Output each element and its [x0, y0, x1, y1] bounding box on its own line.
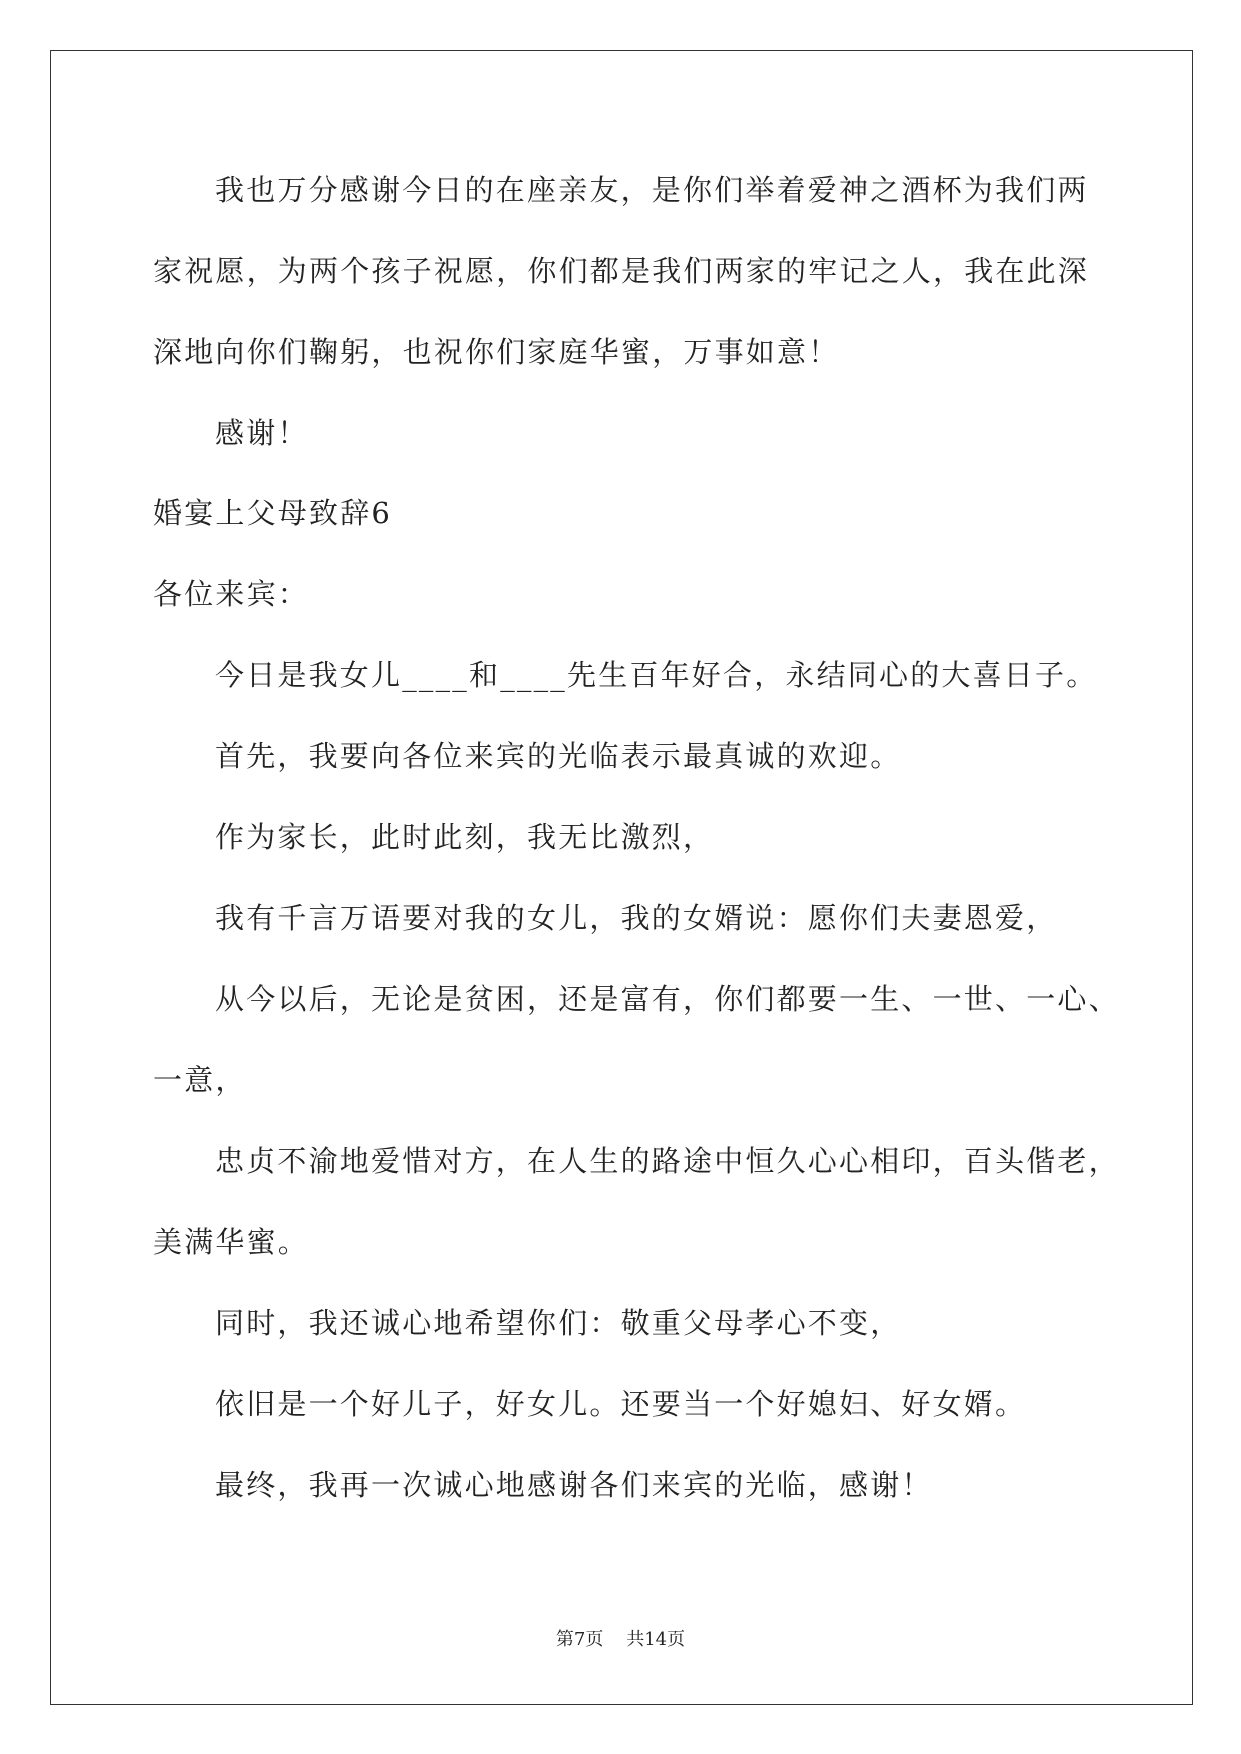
paragraph-line: 家祝愿，为两个孩子祝愿，你们都是我们两家的牢记之人，我在此深: [153, 254, 1090, 288]
section-heading: 婚宴上父母致辞6: [153, 496, 393, 530]
paragraph-line: 深地向你们鞠躬，也祝你们家庭华蜜，万事如意！: [153, 335, 840, 369]
paragraph-line: 感谢！: [215, 416, 309, 450]
paragraph-line: 一意，: [153, 1063, 247, 1097]
page-total: 共14页: [626, 1629, 686, 1650]
paragraph-line: 今日是我女儿____和____先生百年好合，永结同心的大喜日子。: [215, 658, 1098, 692]
paragraph-line: 作为家长，此时此刻，我无比激烈，: [215, 820, 715, 854]
page-border: [50, 50, 1193, 1705]
paragraph-line: 我有千言万语要对我的女儿，我的女婿说：愿你们夫妻恩爱，: [215, 901, 1058, 935]
paragraph-line: 美满华蜜。: [153, 1225, 310, 1259]
paragraph-line: 依旧是一个好儿子，好女儿。还要当一个好媳妇、好女婿。: [215, 1387, 1027, 1421]
salutation: 各位来宾：: [153, 577, 310, 611]
page-footer: [0, 1628, 1241, 1652]
paragraph-line: 我也万分感谢今日的在座亲友，是你们举着爱神之酒杯为我们两: [215, 173, 1089, 207]
paragraph-line: 忠贞不渝地爱惜对方，在人生的路途中恒久心心相印，百头偕老，: [215, 1144, 1120, 1178]
paragraph-line: 从今以后，无论是贫困，还是富有，你们都要一生、一世、一心、: [215, 982, 1120, 1016]
page-number: 第7页: [555, 1629, 604, 1650]
paragraph-line: 最终，我再一次诚心地感谢各们来宾的光临，感谢！: [215, 1468, 933, 1502]
paragraph-line: 同时，我还诚心地希望你们：敬重父母孝心不变，: [215, 1306, 902, 1340]
paragraph-line: 首先，我要向各位来宾的光临表示最真诚的欢迎。: [215, 739, 902, 773]
